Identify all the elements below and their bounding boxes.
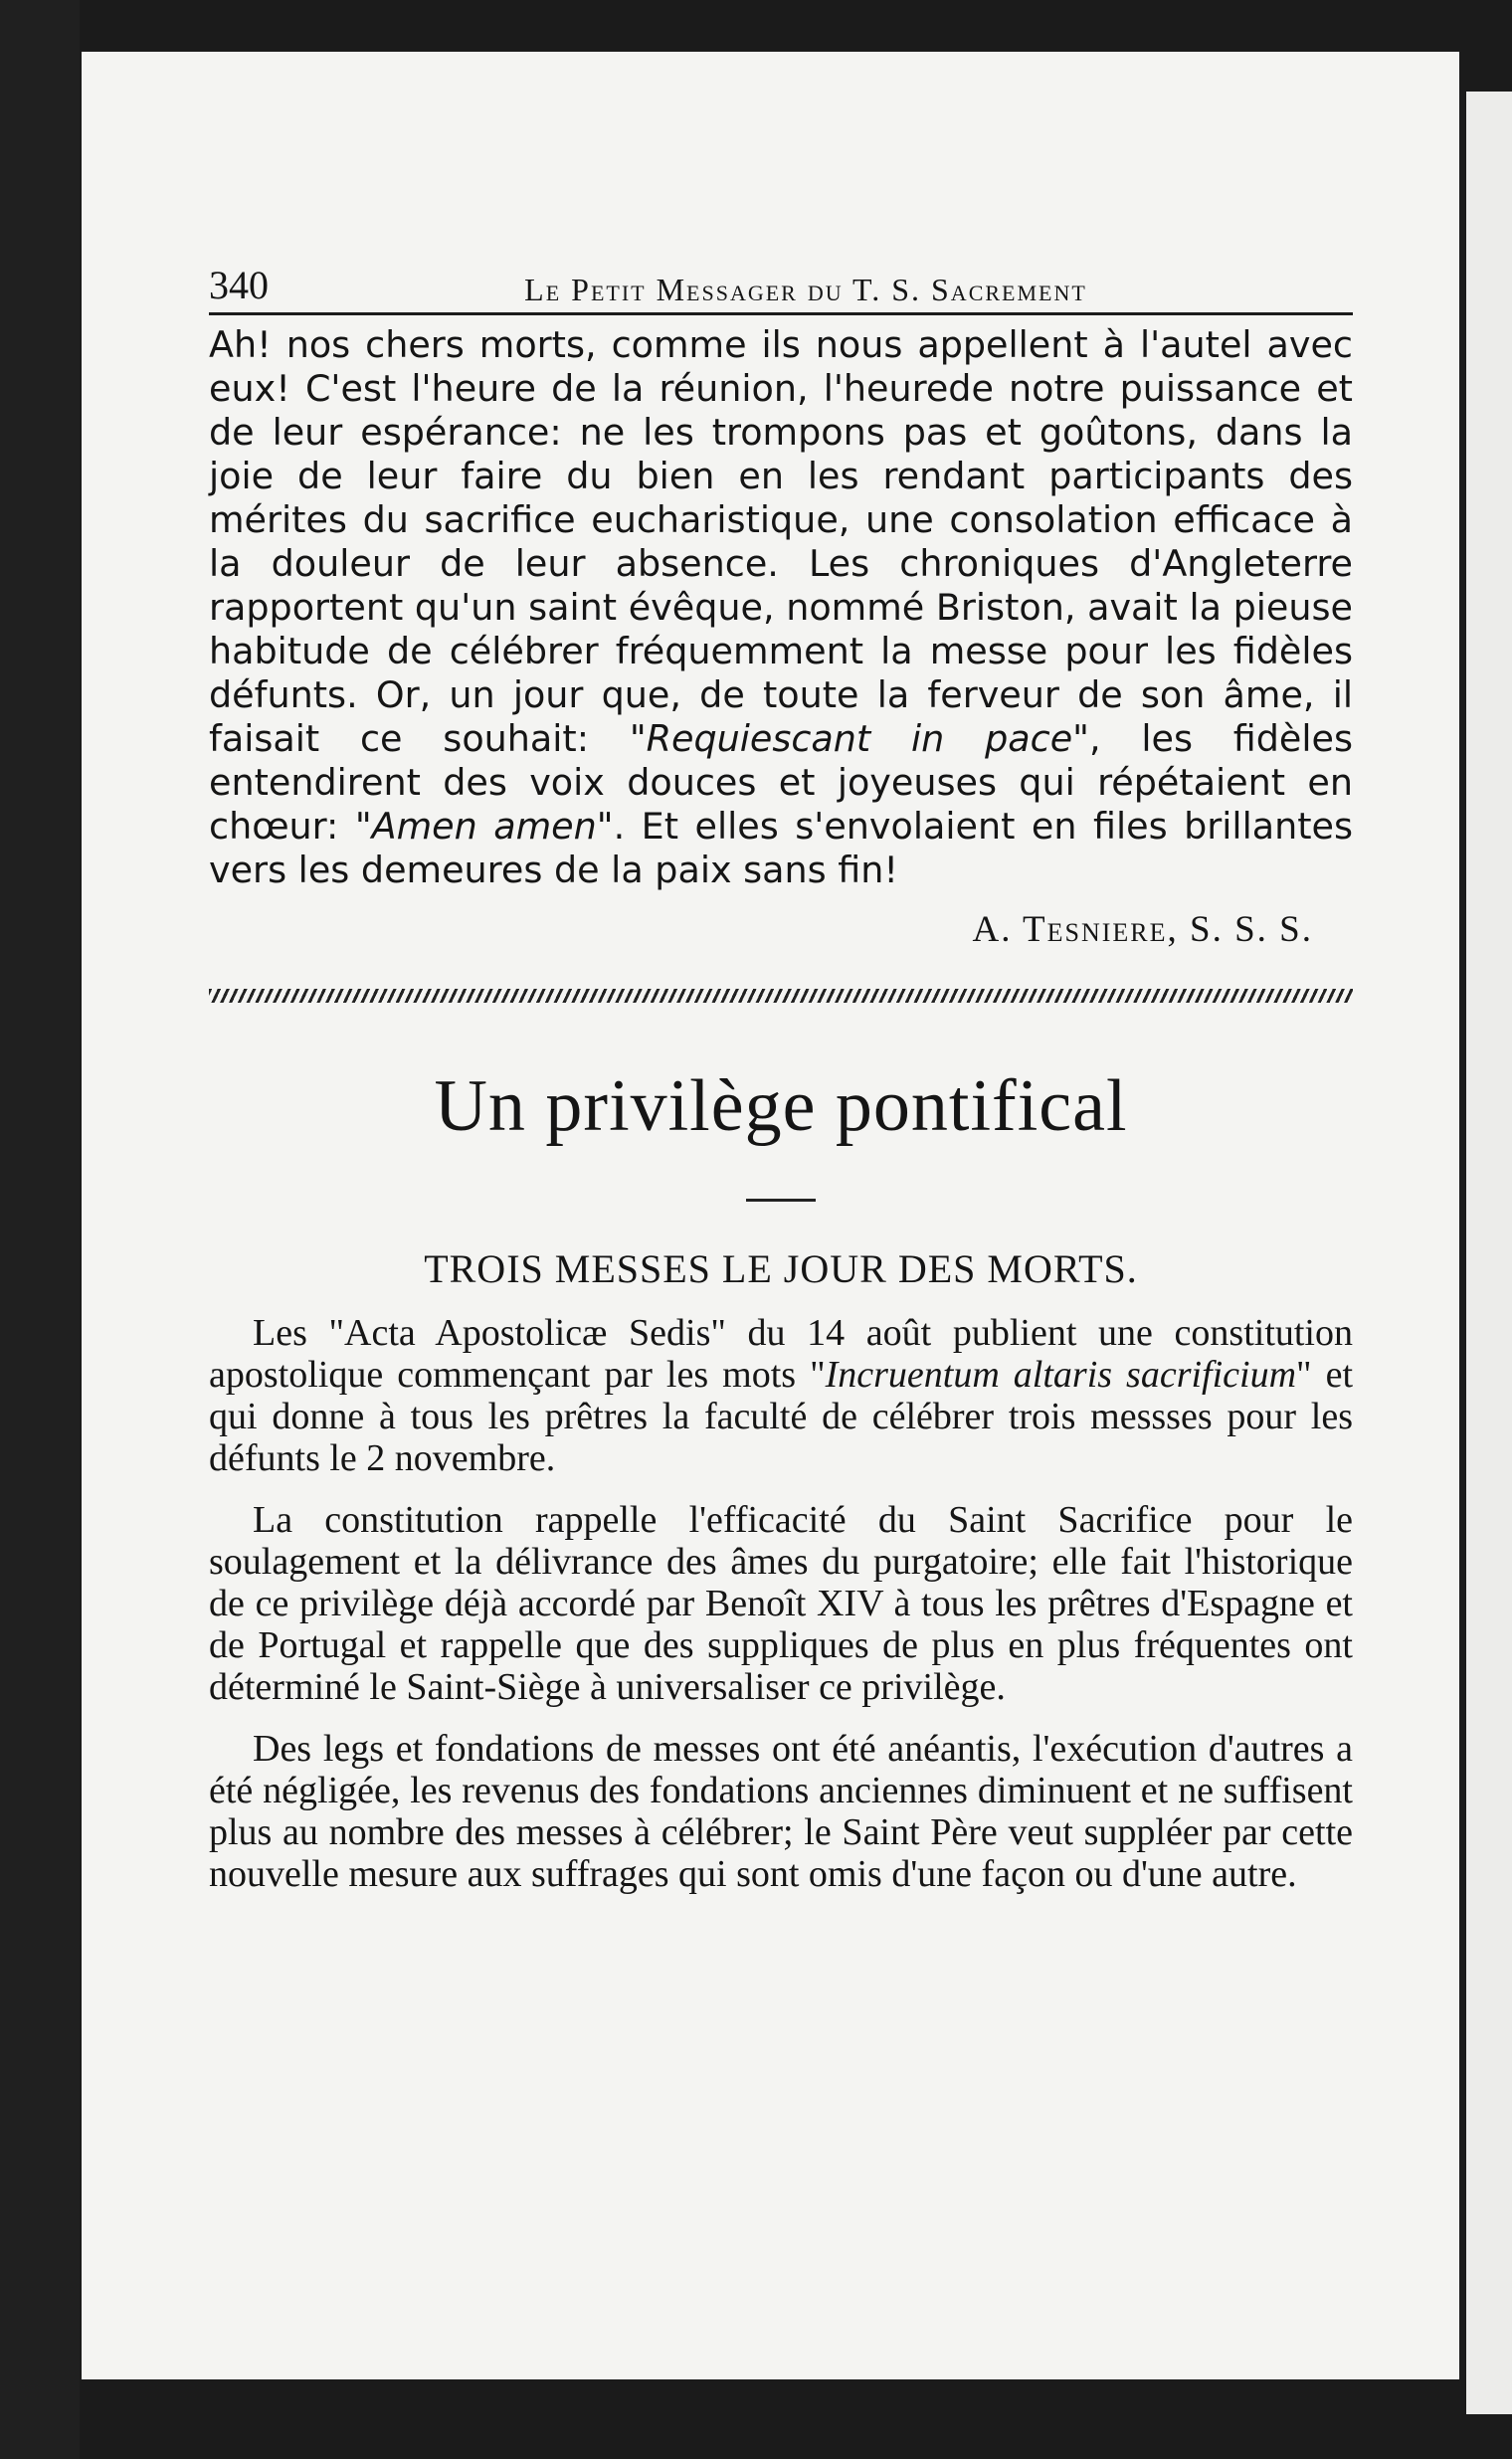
text-run: Les "Acta Apostolicæ Sedis" du 14 août publient une constitution apostolique commençant par les mots " — [209, 1312, 1353, 1396]
italic-phrase: Incruentum altaris sacrificium — [825, 1354, 1297, 1396]
article-subtitle: TROIS MESSES LE JOUR DES MORTS. — [424, 1246, 1138, 1291]
page-header — [209, 249, 1353, 315]
author-signature: A. Tesniere, S. S. S. — [972, 909, 1313, 950]
title-rule — [746, 1199, 816, 1202]
text-run: ". Et elles s'envolaient en files brillantes vers les demeures de la paix sans fin! — [209, 805, 1353, 891]
article2-paragraph-1 — [209, 1312, 1353, 1479]
text-run: Ah! nos chers morts, comme ils nous appellent à l'autel avec eux! C'est l'heure de la réunion, l'heurede notre puissance et de leur espérance: ne les trompons pas et goûtons, dans la joie de leur faire du bien en les rendant participants des mérites du sacrifice eucharistique, une consolation efficace à la douleur de leur absence. Les chroniques d'Angleterre rapportent qu'un saint évêque, nommé Briston, avait la pieuse habitude de célébrer fréquemment la messe pour les fidèles défunts. Or, un jour que, de toute la ferveur de son âme, il faisait ce souhait: " — [209, 323, 1353, 760]
page-content — [209, 249, 1353, 1895]
adjacent-page-edge — [1466, 92, 1512, 2414]
italic-phrase: Requiescant in pace — [646, 717, 1073, 760]
article2-paragraph-3: Des legs et fondations de messes ont été anéantis, l'exécution d'autres a été négligée, les revenus des fondations anciennes diminuent et ne suffisent plus au nombre des messes à célébrer; le Saint Père veut suppléer par cette nouvelle mesure aux suffrages qui sont omis d'une façon ou d'une autre. — [209, 1728, 1353, 1895]
text-run: " et qui donne à tous les prêtres la faculté de célébrer trois messses pour les défunts le 2 novembre. — [209, 1354, 1354, 1479]
article2-paragraph-2: La constitution rappelle l'efficacité du Saint Sacrifice pour le soulagement et la délivrance des âmes du purgatoire; elle fait l'historique de ce privilège déjà accordé par Benoît XIV à tous les prêtres d'Espagne et de Portugal et rappelle que des suppliques de plus en plus fréquentes ont déterminé le Saint-Siège à universaliser ce privilège. — [209, 1499, 1353, 1708]
page-number: 340 — [209, 263, 269, 307]
decorative-divider — [209, 989, 1353, 1003]
scan-border — [0, 0, 80, 2459]
running-head: Le Petit Messager du T. S. Sacrement — [524, 272, 1087, 307]
text-run: ", les fidèles entendirent des voix douces et joyeuses qui répétaient en chœur: " — [209, 717, 1353, 848]
article1-paragraph — [209, 323, 1353, 892]
italic-phrase: Amen amen — [371, 805, 597, 848]
article-title: Un privilège pontifical — [434, 1065, 1128, 1147]
